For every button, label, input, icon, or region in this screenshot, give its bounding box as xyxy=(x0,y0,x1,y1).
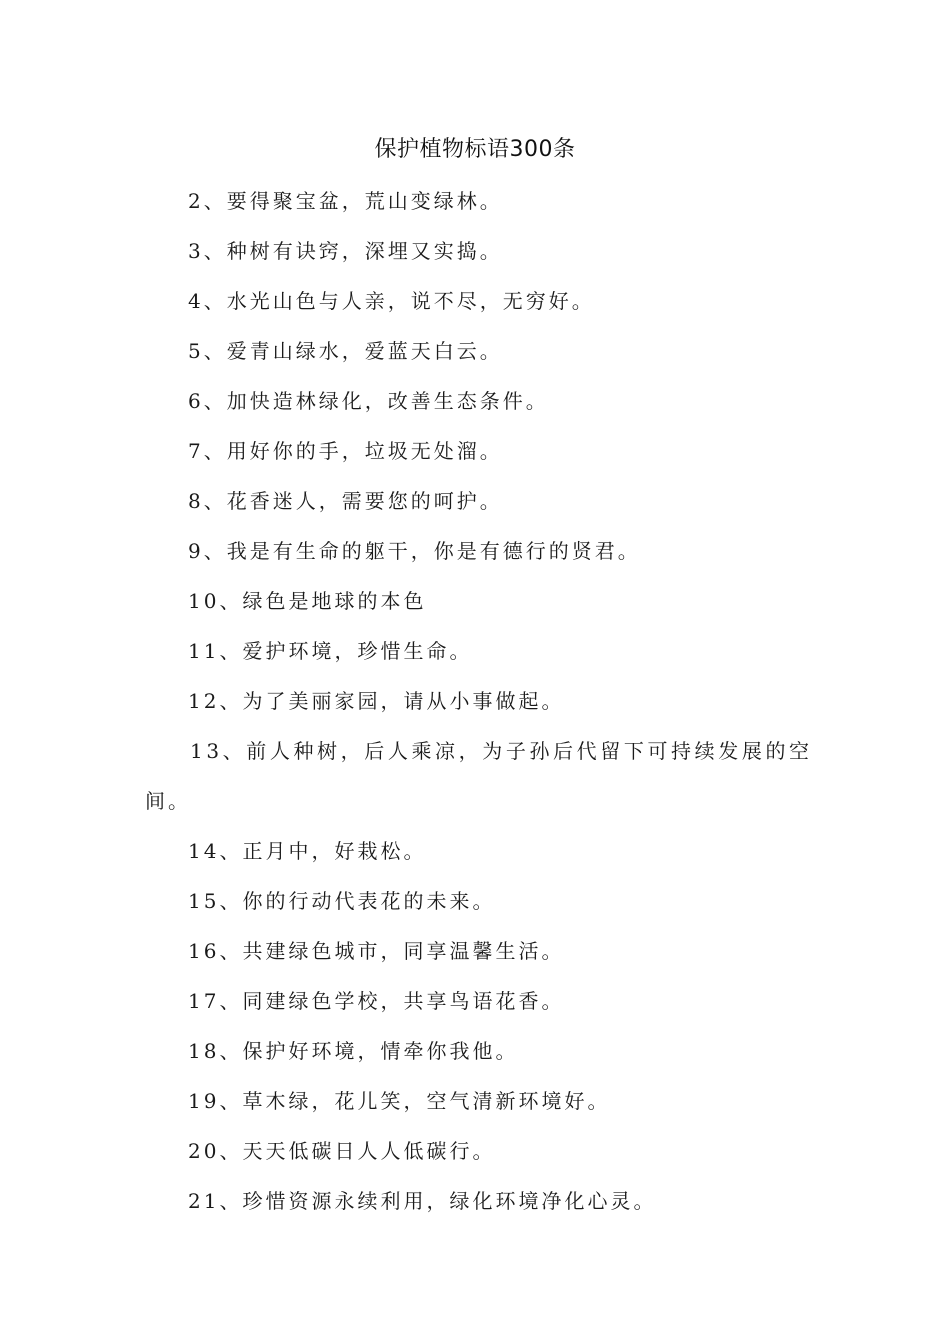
slogan-line: 16、共建绿色城市，同享温馨生活。 xyxy=(188,939,565,963)
slogan-line: 9、我是有生命的躯干，你是有德行的贤君。 xyxy=(188,539,641,563)
slogan-line: 8、花香迷人，需要您的呵护。 xyxy=(188,489,503,513)
slogan-line: 6、加快造林绿化，改善生态条件。 xyxy=(188,389,549,413)
slogan-line: 19、草木绿，花儿笑，空气清新环境好。 xyxy=(188,1089,611,1113)
slogan-line: 13、前人种树，后人乘凉，为子孙后代留下可持续发展的空 xyxy=(190,739,813,763)
slogan-line: 3、种树有诀窍，深埋又实捣。 xyxy=(188,239,503,263)
slogan-line-continuation: 间。 xyxy=(145,789,191,813)
slogan-line: 21、珍惜资源永续利用，绿化环境净化心灵。 xyxy=(188,1189,657,1213)
slogan-line: 5、爱青山绿水，爱蓝天白云。 xyxy=(188,339,503,363)
slogan-line: 18、保护好环境，情牵你我他。 xyxy=(188,1039,519,1063)
slogan-line: 17、同建绿色学校，共享鸟语花香。 xyxy=(188,989,565,1013)
slogan-line: 2、要得聚宝盆，荒山变绿林。 xyxy=(188,189,503,213)
slogan-line: 11、爱护环境，珍惜生命。 xyxy=(188,639,473,663)
slogan-line: 20、天天低碳日人人低碳行。 xyxy=(188,1139,496,1163)
slogan-line: 14、正月中，好栽松。 xyxy=(188,839,427,863)
slogan-line: 4、水光山色与人亲，说不尽，无穷好。 xyxy=(188,289,595,313)
slogan-line: 12、为了美丽家园，请从小事做起。 xyxy=(188,689,565,713)
slogan-line: 15、你的行动代表花的未来。 xyxy=(188,889,496,913)
slogan-line: 7、用好你的手，垃圾无处溜。 xyxy=(188,439,503,463)
document-title: 保护植物标语300条 xyxy=(374,137,576,162)
slogan-line: 10、绿色是地球的本色 xyxy=(188,589,427,613)
